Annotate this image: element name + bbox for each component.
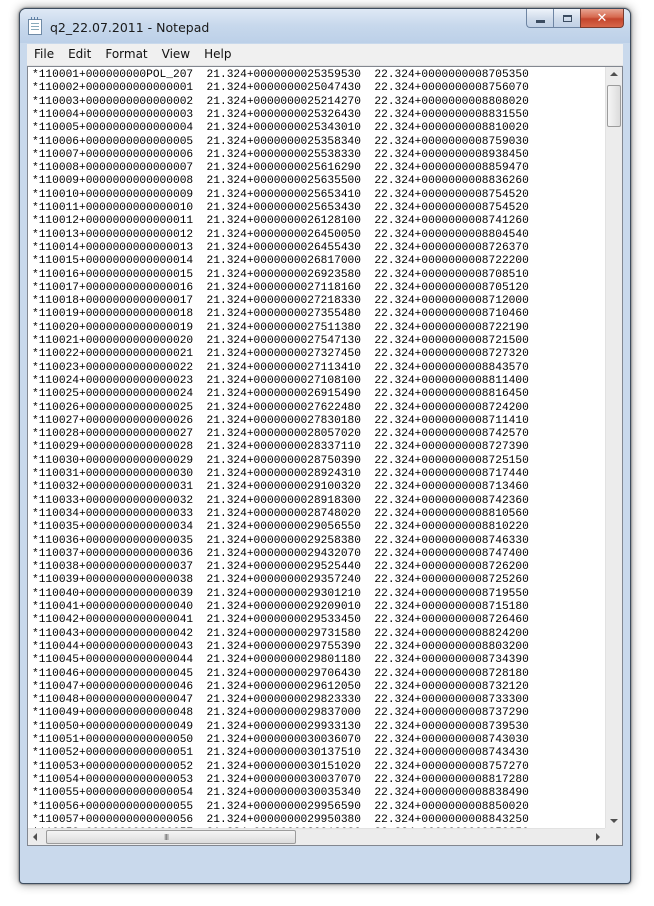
horizontal-scrollbar[interactable]	[28, 828, 605, 845]
scroll-left-arrow-icon[interactable]	[33, 833, 37, 841]
text-line: *110038+0000000000000037 21.324+0000000029525440 22.324+0000000008726200	[32, 561, 529, 574]
text-line: *110001+000000000POL_207 21.324+0000000025359530 22.324+0000000008705350	[32, 69, 529, 81]
text-line: *110028+0000000000000027 21.324+0000000028057020 22.324+0000000008742570	[32, 428, 529, 441]
text-line: *110022+0000000000000021 21.324+0000000027327450 22.324+0000000008727320	[32, 348, 529, 361]
menu-format[interactable]: Format	[105, 47, 148, 61]
text-line: *110053+0000000000000052 21.324+0000000030151020 22.324+0000000008757270	[32, 760, 529, 773]
scroll-grip-icon: III	[164, 833, 169, 842]
text-line: *110047+0000000000000046 21.324+0000000029612050 22.324+0000000008732120	[32, 680, 529, 693]
text-line: *110023+0000000000000022 21.324+0000000027113410 22.324+0000000008843570	[32, 361, 529, 374]
maximize-icon	[563, 15, 572, 22]
text-line: *110004+0000000000000003 21.324+0000000025326430 22.324+0000000008831550	[32, 108, 529, 121]
text-line: *110049+0000000000000048 21.324+0000000029837000 22.324+0000000008737290	[32, 707, 529, 720]
caption-buttons	[526, 9, 624, 29]
menu-help[interactable]: Help	[204, 47, 232, 61]
text-line: *110035+0000000000000034 21.324+0000000029056550 22.324+0000000008810220	[32, 521, 529, 534]
minimize-icon	[536, 20, 545, 23]
text-line: *110010+0000000000000009 21.324+0000000025653410 22.324+0000000008754520	[32, 188, 529, 201]
text-line: *110040+0000000000000039 21.324+0000000029301210 22.324+0000000008719550	[32, 587, 529, 600]
text-line: *110037+0000000000000036 21.324+0000000029432070 22.324+0000000008747400	[32, 547, 529, 560]
horizontal-scroll-thumb[interactable]	[46, 830, 296, 844]
text-line: *110050+0000000000000049 21.324+0000000029933130 22.324+0000000008739530	[32, 720, 529, 733]
text-line: *110011+0000000000000010 21.324+0000000025653430 22.324+0000000008754520	[32, 202, 529, 214]
text-line: *110024+0000000000000023 21.324+0000000027108100 22.324+0000000008811400	[32, 374, 529, 387]
text-line: *110032+0000000000000031 21.324+0000000029100320 22.324+0000000008713460	[32, 481, 529, 494]
window-title: q2_22.07.2011 - Notepad	[50, 20, 210, 35]
text-line: *110031+0000000000000030 21.324+0000000028924310 22.324+0000000008717440	[32, 468, 529, 480]
notepad-app-icon[interactable]	[28, 19, 42, 35]
menu-file[interactable]: File	[34, 47, 55, 61]
text-line: *110017+0000000000000016 21.324+0000000027118160 22.324+0000000008705120	[32, 281, 529, 294]
text-line: *110044+0000000000000043 21.324+0000000029755390 22.324+0000000008803200	[32, 640, 529, 653]
text-line: *110015+0000000000000014 21.324+0000000026817000 22.324+0000000008722200	[32, 255, 529, 268]
text-editor[interactable]	[27, 66, 623, 846]
menu-view[interactable]: View	[161, 47, 191, 61]
text-line: *110016+0000000000000015 21.324+0000000026923580 22.324+0000000008708510	[32, 268, 529, 281]
text-line: *110019+0000000000000018 21.324+0000000027355480 22.324+0000000008710460	[32, 308, 529, 321]
text-line: *110020+0000000000000019 21.324+0000000027511380 22.324+0000000008722190	[32, 321, 529, 334]
text-line: *110039+0000000000000038 21.324+0000000029357240 22.324+0000000008725260	[32, 574, 529, 587]
text-line: *110029+0000000000000028 21.324+0000000028337110 22.324+0000000008727390	[32, 441, 529, 454]
vertical-scroll-thumb[interactable]	[607, 85, 621, 127]
text-line: *110052+0000000000000051 21.324+0000000030137510 22.324+0000000008743430	[32, 747, 529, 760]
text-line: *110013+0000000000000012 21.324+0000000026450050 22.324+0000000008804540	[32, 228, 529, 241]
text-line: *110030+0000000000000029 21.324+0000000028750390 22.324+0000000008725150	[32, 454, 529, 467]
text-line: *110003+0000000000000002 21.324+0000000025214270 22.324+0000000008808020	[32, 95, 529, 108]
text-line: *110055+0000000000000054 21.324+0000000030035340 22.324+0000000008838490	[32, 787, 529, 800]
text-line: *110051+0000000000000050 21.324+0000000030036070 22.324+0000000008743030	[32, 734, 529, 746]
close-button[interactable]	[580, 9, 624, 28]
text-line: *110048+0000000000000047 21.324+0000000029823330 22.324+0000000008733300	[32, 694, 529, 707]
text-line: *110042+0000000000000041 21.324+0000000029533450 22.324+0000000008726460	[32, 614, 529, 627]
text-line: *110006+0000000000000005 21.324+0000000025358340 22.324+0000000008759030	[32, 135, 529, 148]
text-line: *110057+0000000000000056 21.324+0000000029950380 22.324+0000000008843250	[32, 813, 529, 826]
maximize-button[interactable]	[553, 9, 580, 28]
title-bar[interactable]	[20, 9, 630, 43]
text-line: *110007+0000000000000006 21.324+0000000025538330 22.324+0000000008938450	[32, 148, 529, 161]
text-line: *110002+0000000000000001 21.324+0000000025047430 22.324+0000000008756070	[32, 82, 529, 95]
menu-edit[interactable]: Edit	[68, 47, 92, 61]
text-line: *110014+0000000000000013 21.324+0000000026455430 22.324+0000000008726370	[32, 241, 529, 254]
scroll-right-arrow-icon[interactable]	[596, 833, 600, 841]
text-line: *110027+0000000000000026 21.324+0000000027830180 22.324+0000000008711410	[32, 414, 529, 427]
text-line: *110033+0000000000000032 21.324+0000000028918300 22.324+0000000008742360	[32, 494, 529, 507]
close-icon: ✕	[596, 10, 608, 26]
scroll-down-arrow-icon[interactable]	[610, 819, 618, 823]
text-line: *110025+0000000000000024 21.324+0000000026915490 22.324+0000000008816450	[32, 388, 529, 401]
minimize-button[interactable]	[526, 9, 553, 28]
scrollbar-corner	[605, 828, 622, 845]
text-line: *110034+0000000000000033 21.324+0000000028748020 22.324+0000000008810560	[32, 507, 529, 520]
text-line: *110005+0000000000000004 21.324+0000000025343010 22.324+0000000008810020	[32, 122, 529, 135]
text-line: *110018+0000000000000017 21.324+0000000027218330 22.324+0000000008712000	[32, 295, 529, 308]
scroll-up-arrow-icon[interactable]	[610, 72, 618, 76]
text-line: *110043+0000000000000042 21.324+0000000029731580 22.324+0000000008824200	[32, 627, 529, 640]
text-line: *110009+0000000000000008 21.324+0000000025635500 22.324+0000000008836260	[32, 175, 529, 188]
text-line: *110012+0000000000000011 21.324+0000000026128100 22.324+0000000008741260	[32, 215, 529, 228]
text-line: *110021+0000000000000020 21.324+0000000027547130 22.324+0000000008721500	[32, 335, 529, 347]
text-line: *110046+0000000000000045 21.324+0000000029706430 22.324+0000000008728180	[32, 667, 529, 680]
text-line: *110008+0000000000000007 21.324+0000000025616290 22.324+0000000008859470	[32, 162, 529, 175]
vertical-scrollbar[interactable]	[605, 67, 622, 828]
text-line: *110045+0000000000000044 21.324+0000000029801180 22.324+0000000008734390	[32, 654, 529, 667]
text-line: *110041+0000000000000040 21.324+0000000029209010 22.324+0000000008715180	[32, 601, 529, 613]
text-line: *110056+0000000000000055 21.324+0000000029956590 22.324+0000000008850020	[32, 800, 529, 813]
text-line: *110036+0000000000000035 21.324+0000000029258380 22.324+0000000008746330	[32, 534, 529, 547]
notepad-window	[19, 8, 631, 884]
text-content[interactable]	[28, 67, 605, 828]
menu-bar	[27, 44, 623, 66]
text-line: *110026+0000000000000025 21.324+0000000027622480 22.324+0000000008724200	[32, 401, 529, 414]
text-line: *110054+0000000000000053 21.324+0000000030037070 22.324+0000000008817280	[32, 773, 529, 786]
